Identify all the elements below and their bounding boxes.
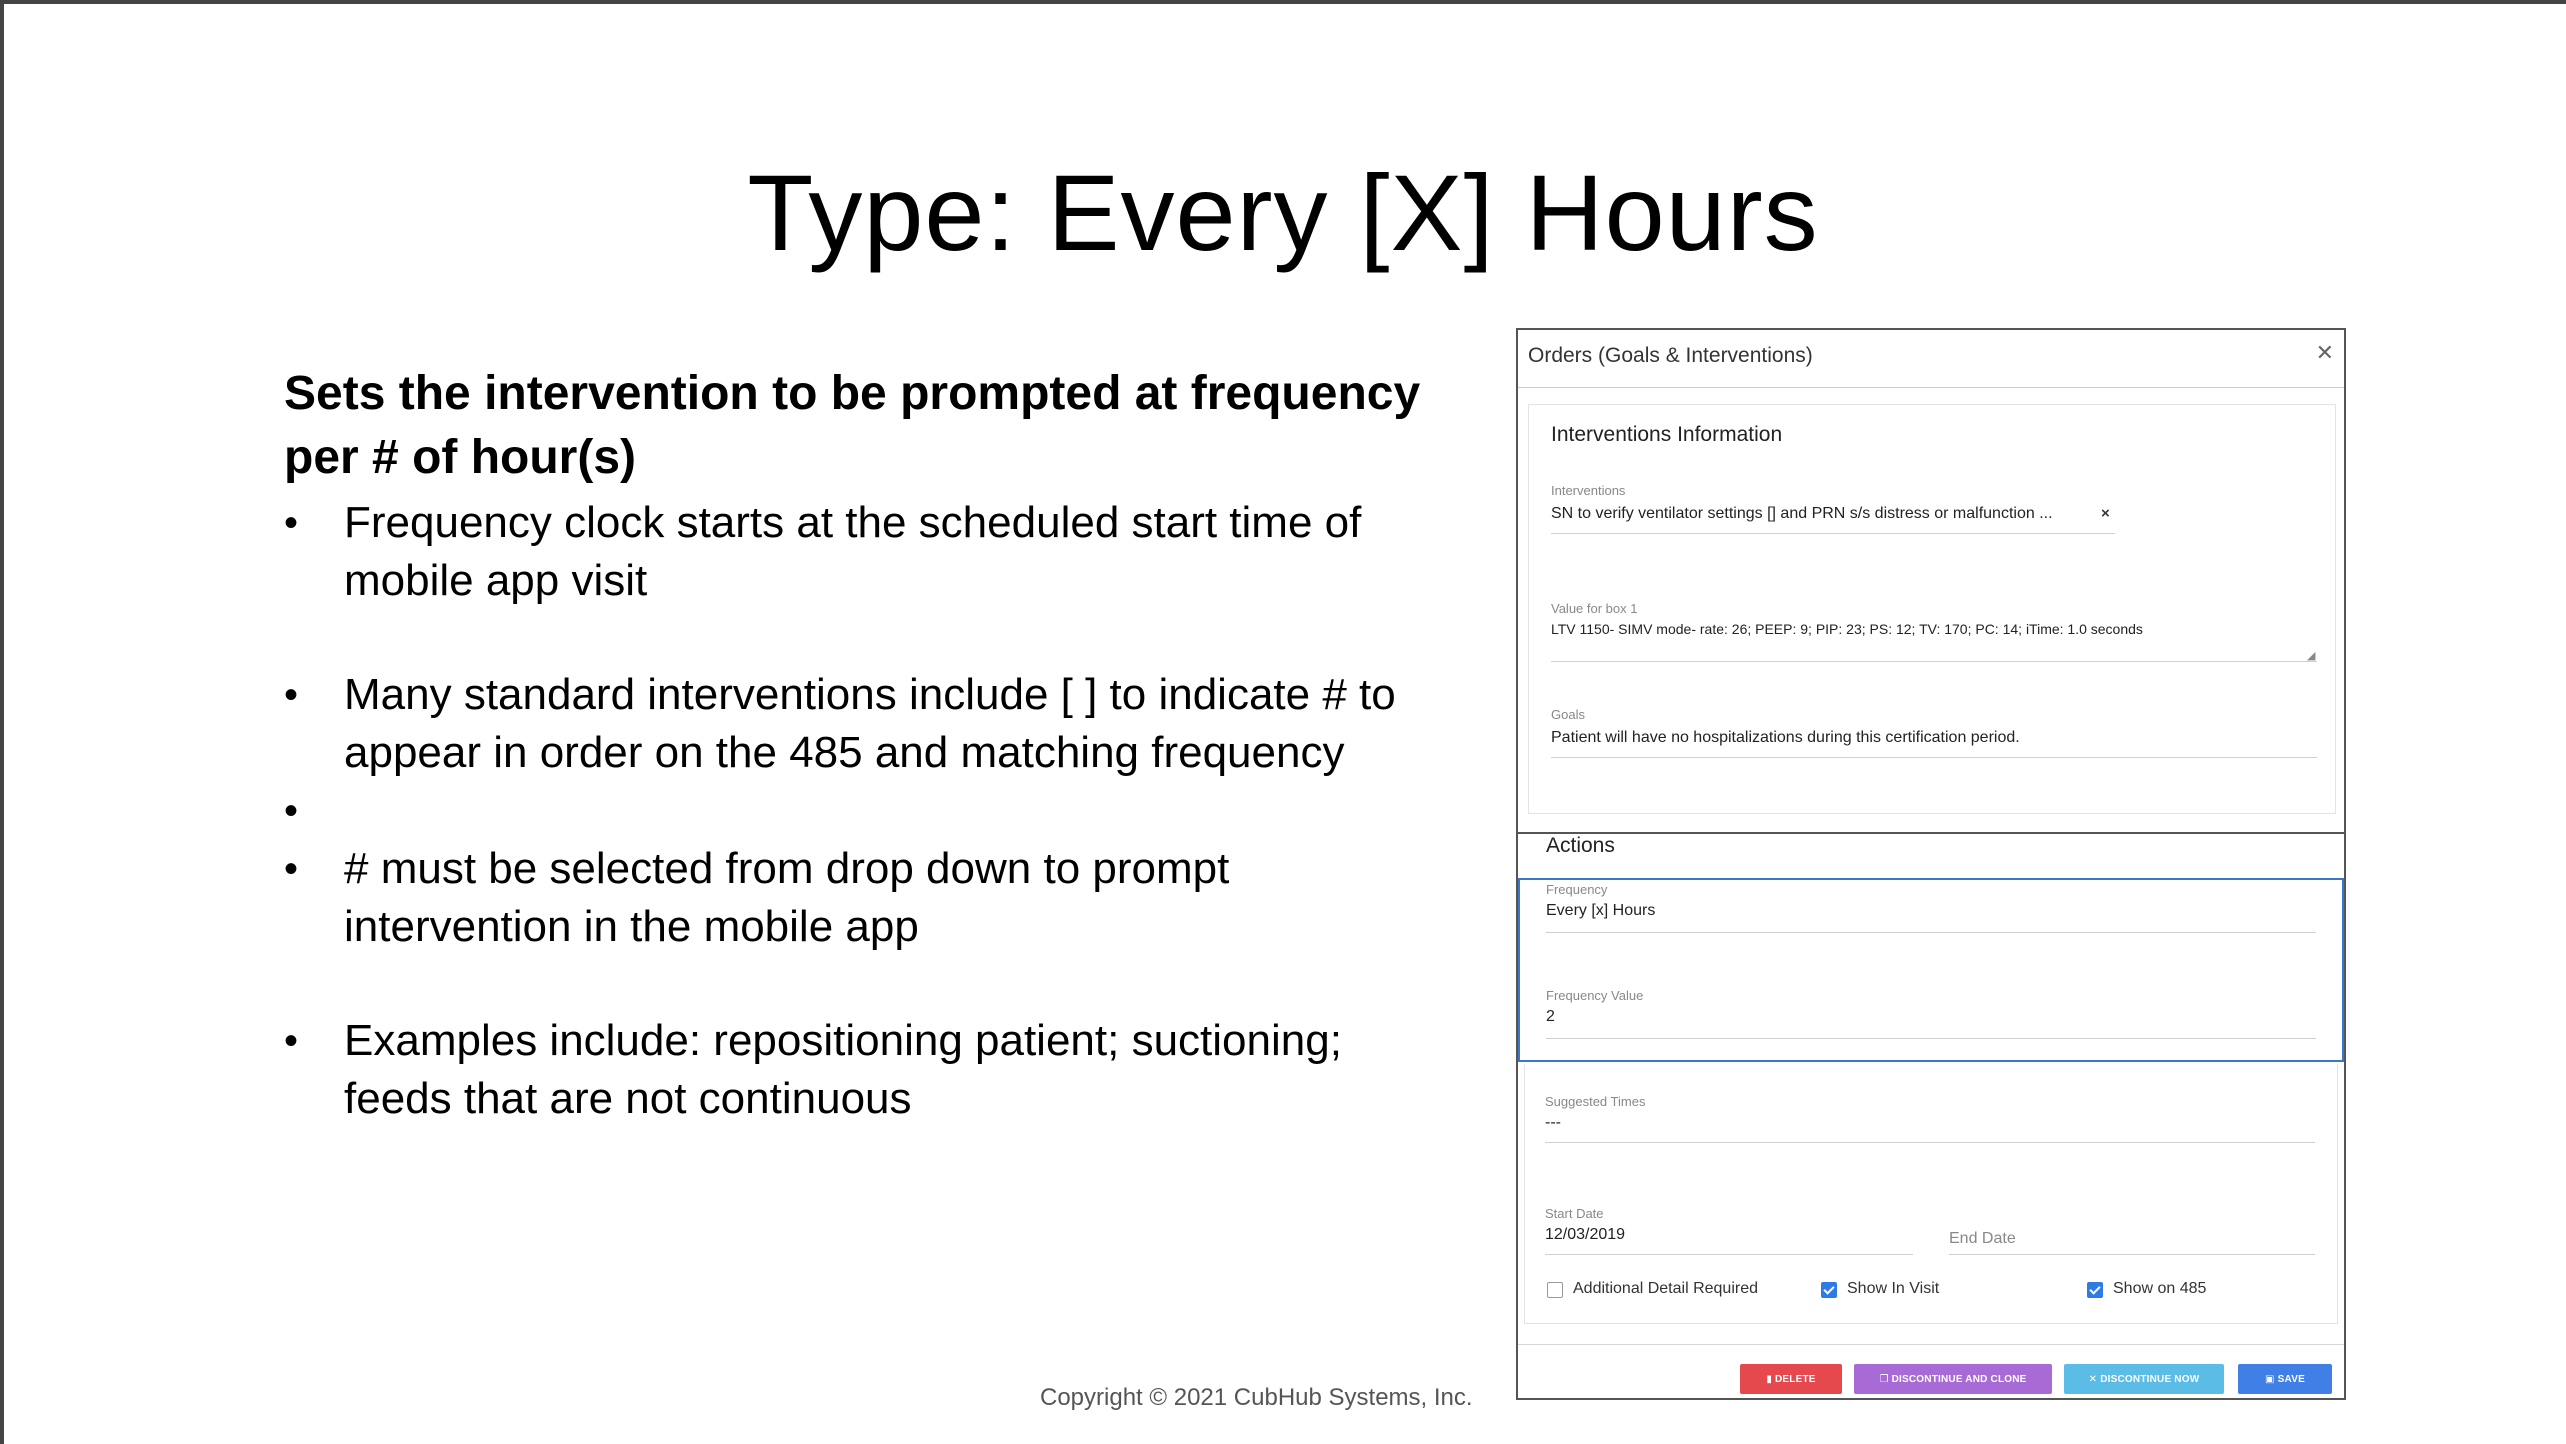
value-box-textarea[interactable]: LTV 1150- SIMV mode- rate: 26; PEEP: 9; PIP: 23; PS: 12; TV: 170; PC: 14; iTime: 1.0 seconds — [1551, 621, 2143, 637]
resize-handle-icon[interactable]: ◢ — [2307, 650, 2316, 662]
delete-label: DELETE — [1775, 1373, 1816, 1385]
additional-detail-label: Additional Detail Required — [1573, 1280, 1758, 1297]
field-underline — [1546, 932, 2316, 933]
delete-button[interactable] — [1740, 1364, 1842, 1394]
field-underline — [1949, 1254, 2315, 1255]
start-date-label: Start Date — [1545, 1206, 1604, 1221]
goals-label: Goals — [1551, 707, 1585, 722]
clone-icon: ❐ — [1879, 1373, 1889, 1385]
suggested-times-field[interactable]: --- — [1545, 1114, 1561, 1131]
discontinue-now-button[interactable] — [2064, 1364, 2224, 1394]
x-icon: ✕ — [2088, 1373, 2098, 1385]
discontinue-now-label: DISCONTINUE NOW — [2100, 1373, 2200, 1385]
bullet-item: • Many standard interventions include [ ] to indicate # to appear in order on the 485 and matching frequency — [284, 666, 1434, 782]
save-label: SAVE — [2277, 1373, 2305, 1385]
frequency-value-select[interactable]: 2 — [1546, 1008, 1555, 1025]
bullet-item-empty — [284, 782, 1434, 840]
frequency-value-label: Frequency Value — [1546, 988, 1644, 1003]
frequency-label: Frequency — [1546, 882, 1608, 897]
save-icon: ▣ — [2265, 1373, 2275, 1385]
field-underline — [1551, 533, 2115, 534]
goals-field[interactable]: Patient will have no hospitalizations during this certification period. — [1551, 729, 2020, 746]
bullet-item: • # must be selected from drop down to prompt intervention in the mobile app — [284, 840, 1434, 956]
field-underline — [1545, 1254, 1913, 1255]
value-box-label: Value for box 1 — [1551, 601, 1638, 616]
lead-text: Sets the intervention to be prompted at frequency per # of hour(s) — [284, 367, 1421, 484]
end-date-input[interactable]: End Date — [1949, 1230, 2016, 1247]
discontinue-clone-label: DISCONTINUE AND CLONE — [1891, 1373, 2027, 1385]
save-button[interactable] — [2238, 1364, 2332, 1394]
actions-heading: Actions — [1546, 834, 1615, 857]
frequency-select[interactable]: Every [x] Hours — [1546, 902, 1656, 919]
field-underline — [1551, 757, 2317, 758]
clear-icon[interactable]: × — [2101, 505, 2110, 522]
show-on-485-label: Show on 485 — [2113, 1280, 2207, 1297]
field-underline — [1545, 1142, 2315, 1143]
show-on-485-checkbox[interactable] — [2087, 1282, 2103, 1298]
copyright: Copyright © 2021 CubHub Systems, Inc. — [1040, 1384, 1473, 1411]
suggested-times-label: Suggested Times — [1545, 1094, 1646, 1109]
section-divider — [1518, 832, 2344, 834]
show-in-visit-checkbox[interactable] — [1821, 1282, 1837, 1298]
discontinue-clone-button[interactable] — [1854, 1364, 2052, 1394]
orders-dialog — [1516, 328, 2346, 1400]
interventions-label: Interventions — [1551, 483, 1626, 498]
dialog-title: Orders (Goals & Interventions) — [1528, 344, 1813, 367]
bullet-list — [284, 494, 1434, 1128]
bullet-item: • Examples include: repositioning patient; suctioning; feeds that are not continuous — [284, 1012, 1434, 1128]
bullet-item: • Frequency clock starts at the scheduled start time of mobile app visit — [284, 494, 1434, 610]
dialog-header — [1518, 330, 2344, 388]
schedule-card — [1524, 1064, 2338, 1324]
field-underline — [1551, 661, 2317, 662]
interventions-select[interactable]: SN to verify ventilator settings [] and PRN s/s distress or malfunction ... — [1551, 505, 2053, 522]
trash-icon: ▮ — [1766, 1373, 1773, 1385]
interventions-card — [1528, 404, 2336, 814]
start-date-input[interactable]: 12/03/2019 — [1545, 1226, 1626, 1243]
interventions-heading: Interventions Information — [1551, 423, 1783, 446]
field-underline — [1546, 1038, 2316, 1039]
additional-detail-checkbox[interactable] — [1547, 1282, 1563, 1298]
frequency-group — [1518, 878, 2344, 1062]
slide-title: Type: Every [X] Hours — [747, 152, 1819, 273]
close-icon[interactable]: ✕ — [2315, 340, 2334, 365]
show-in-visit-label: Show In Visit — [1847, 1280, 1940, 1297]
footer-divider — [1518, 1344, 2344, 1345]
